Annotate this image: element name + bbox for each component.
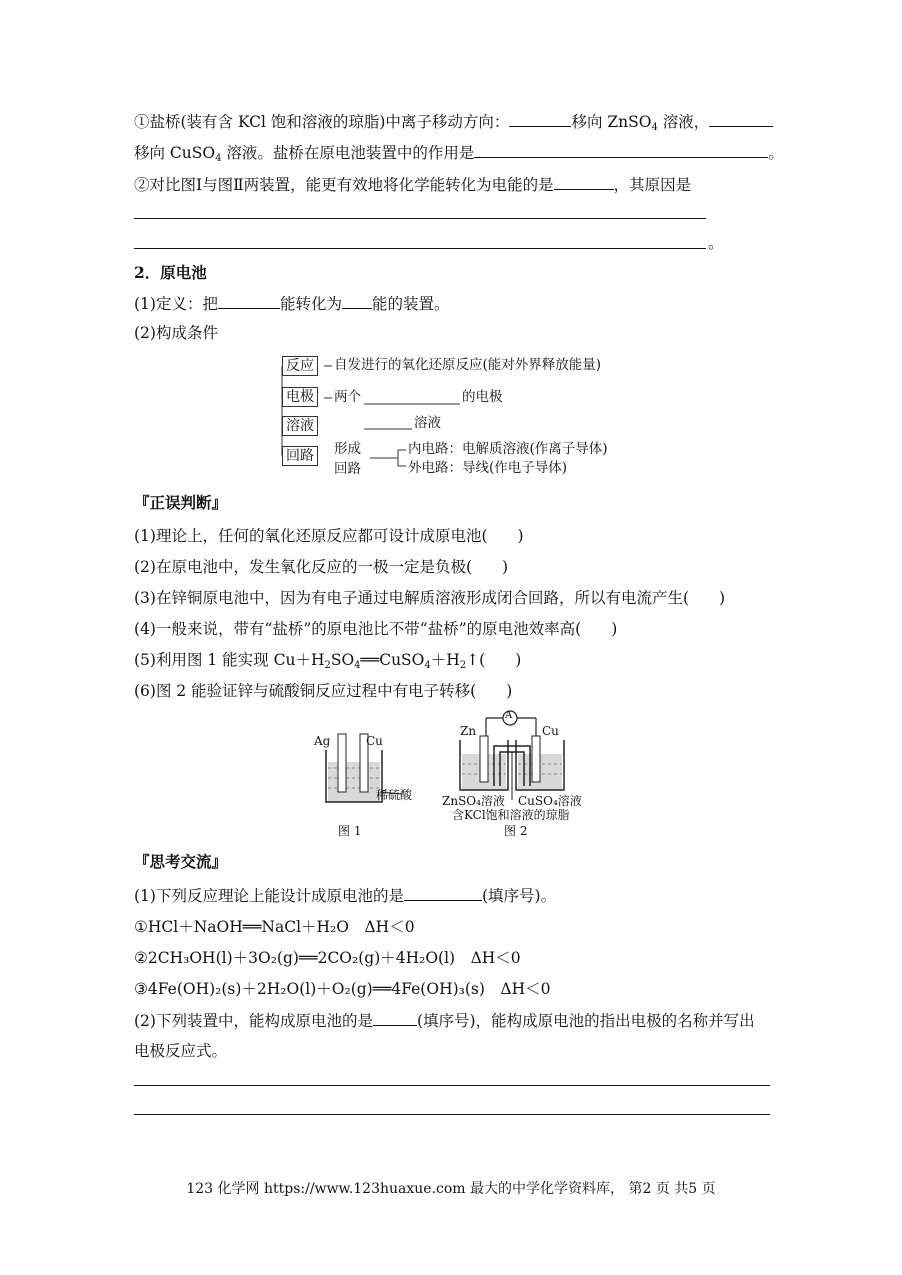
figure-2-drawing bbox=[442, 708, 622, 803]
answer-blank[interactable] bbox=[373, 1009, 417, 1026]
figure-2-caption: 图 2 bbox=[504, 824, 528, 838]
answer-blank[interactable] bbox=[709, 110, 773, 127]
label-ag: Ag bbox=[314, 734, 331, 748]
figure-1-caption: 图 1 bbox=[338, 824, 362, 838]
reaction-2: ②2CH₃OH(l)＋3O₂(g)══2CO₂(g)＋4H₂O(l) ΔH＜0 bbox=[134, 949, 521, 967]
answer-blank[interactable] bbox=[404, 884, 482, 901]
q1-line5-end: 。 bbox=[708, 234, 724, 252]
answer-line[interactable] bbox=[134, 1114, 770, 1115]
judge-item-6: (6)图 2 能验证锌与硫酸铜反应过程中有电子转移( ) bbox=[134, 682, 513, 700]
inner-circuit: 内电路：电解质溶液(作离子导体) bbox=[408, 441, 608, 457]
judge-item-4: (4)一般来说，带有“盐桥”的原电池比不带“盐桥”的原电池效率高( ) bbox=[134, 620, 618, 638]
ammeter-label: A bbox=[505, 710, 513, 721]
think-q1: (1)下列反应理论上能设计成原电池的是 (填序号)。 bbox=[134, 884, 556, 907]
page-footer: 123 化学网 https://www.123huaxue.com 最大的中学化学资料库， 第2 页 共5 页 bbox=[186, 1181, 716, 1197]
box-reaction: 反应 bbox=[282, 356, 318, 376]
conditions-diagram bbox=[280, 354, 640, 480]
figure-2 bbox=[442, 708, 622, 838]
outer-circuit: 外电路：导线(作电子导体) bbox=[408, 460, 568, 476]
q1-line2: 移向 CuSO$_4$ 溶液。盐桥在原电池装置中的作用是 。 bbox=[134, 141, 784, 164]
answer-line[interactable] bbox=[134, 248, 706, 249]
text-solution: 溶液 bbox=[414, 415, 441, 431]
text-circuit-a: 形成 bbox=[334, 441, 361, 457]
label-cuso4: CuSO₄溶液 bbox=[518, 794, 582, 808]
text-circuit-b: 回路 bbox=[334, 461, 361, 477]
label-cu: Cu bbox=[542, 724, 559, 738]
judge-title: 『正误判断』 bbox=[134, 493, 228, 512]
definition-line: (1)定义：把 能转化为 能的装置。 bbox=[134, 292, 450, 315]
judge-item-3: (3)在锌铜原电池中，因为有电子通过电解质溶液形成闭合回路，所以有电流产生( ) bbox=[134, 589, 726, 607]
reaction-1: ①HCl＋NaOH══NaCl＋H₂O ΔH＜0 bbox=[134, 918, 415, 936]
judge-item-5: (5)利用图 1 能实现 $Cu+H_2SO_4══CuSO_4+H_2↑$( ) bbox=[134, 651, 522, 671]
q1-line1-text: ①盐桥(装有含 KCl 饱和溶液的琼脂)中离子移动方向： bbox=[134, 113, 510, 131]
answer-blank[interactable] bbox=[509, 110, 571, 127]
label-znso4: ZnSO₄溶液 bbox=[442, 794, 505, 808]
text-electrode-a: 两个 bbox=[334, 389, 361, 405]
judge-item-2: (2)在原电池中，发生氧化反应的一极一定是负极( ) bbox=[134, 558, 509, 576]
reaction-3: ③4Fe(OH)₂(s)＋2H₂O(l)＋O₂(g)══4Fe(OH)₃(s) ΔH＜0 bbox=[134, 980, 551, 998]
q1-line1: ①盐桥(装有含 KCl 饱和溶液的琼脂)中离子移动方向： 移向 ZnSO$_4$ 溶液， bbox=[134, 110, 773, 133]
figure-1 bbox=[310, 730, 430, 840]
answer-blank[interactable] bbox=[474, 141, 768, 158]
box-electrode: 电极 bbox=[282, 387, 318, 407]
label-bridge: 含KCl饱和溶液的琼脂 bbox=[452, 808, 570, 822]
label-zn: Zn bbox=[460, 724, 477, 738]
box-circuit: 回路 bbox=[282, 446, 318, 466]
conditions-heading: (2)构成条件 bbox=[134, 324, 218, 342]
think-title: 『思考交流』 bbox=[134, 852, 228, 871]
text-reaction: 自发进行的氧化还原反应(能对外界释放能量) bbox=[334, 357, 602, 373]
answer-blank[interactable] bbox=[554, 173, 614, 190]
section-title: 2．原电池 bbox=[134, 263, 207, 282]
answer-blank[interactable] bbox=[218, 292, 280, 309]
answer-line[interactable] bbox=[134, 1085, 770, 1086]
label-acid: 稀硫酸 bbox=[376, 788, 413, 802]
q1-line3: ②对比图Ⅰ与图Ⅱ两装置，能更有效地将化学能转化为电能的是 ，其原因是 bbox=[134, 173, 691, 196]
judge-item-1: (1)理论上，任何的氧化还原反应都可设计成原电池( ) bbox=[134, 527, 524, 545]
think-q2-cont: 电极反应式。 bbox=[134, 1042, 228, 1060]
answer-blank[interactable] bbox=[342, 292, 372, 309]
label-cu: Cu bbox=[366, 734, 383, 748]
answer-line[interactable] bbox=[134, 218, 706, 219]
text-electrode-b: 的电极 bbox=[462, 389, 503, 405]
think-q2: (2)下列装置中，能构成原电池的是 (填序号)，能构成原电池的指出电极的名称并写出 bbox=[134, 1009, 755, 1032]
box-solution: 溶液 bbox=[282, 416, 318, 436]
